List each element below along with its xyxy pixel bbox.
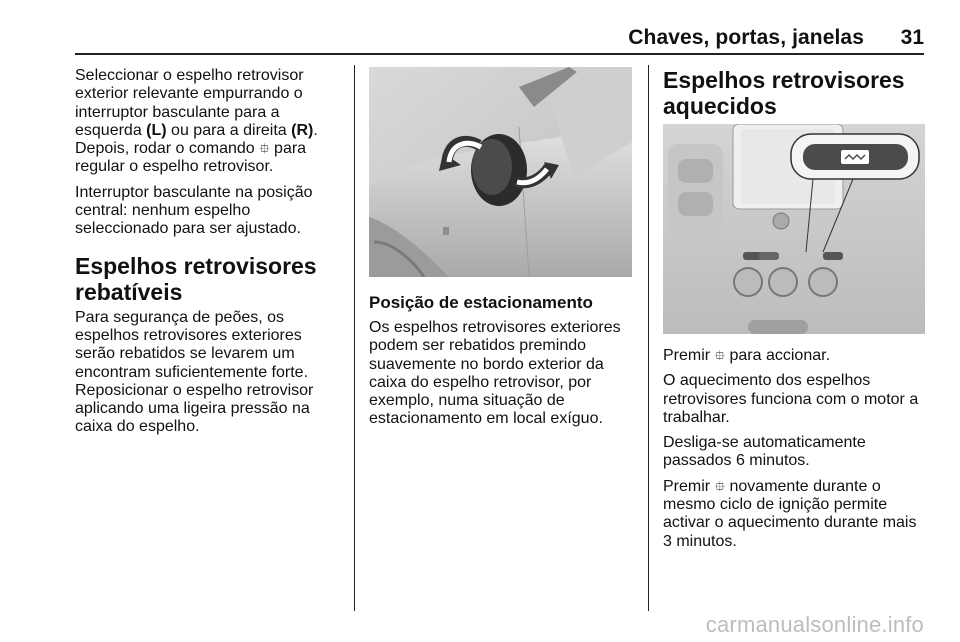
heated-press-paragraph: Premir ⯐ para accionar. [663,347,831,364]
mirror-adjust-icon: ⯐ [259,141,270,158]
heated-mirror-button-illustration [663,124,925,334]
heated-extend-paragraph: Premir ⯐ novamente durante o mesmo ciclo de ignição permite activar o aquecimento durante mais 3 minutos. [663,477,917,550]
watermark: carmanualsonline.info [705,612,924,637]
header-rule [75,53,924,55]
page-header-title: Chaves, portas, janelas [628,26,864,49]
heated-auto-off-paragraph: Desliga-se automaticamente passados 6 minutos. [663,434,866,470]
column-3-heading-block [663,67,928,123]
mirror-select-paragraph: Seleccionar o espelho retrovisor exterior relevante empurrando o interruptor basculante para a esquerda (L) ou para a direita (R). Depois, rodar o comando ⯐ para regular o espelho retrovisor. [75,67,318,176]
column-divider-2 [648,65,649,611]
column-2 [369,293,639,436]
heated-engine-paragraph: O aquecimento dos espelhos retrovisores funciona com o motor a trabalhar. [663,372,919,426]
heated-mirrors-heading: Espelhos retrovisores aquecidos [663,67,905,119]
column-3 [663,347,928,558]
heated-mirror-icon: ⯐ [714,478,726,495]
folding-mirrors-paragraph: Para segurança de peões, os espelhos retrovisores exteriores serão rebatidos se levarem um encontram suficientemente forte. Reposicionar o espelho retrovisor aplicando uma ligeira pressão na caixa do espelho. [75,308,314,436]
parking-position-heading: Posição de estacionamento [369,293,593,312]
center-position-paragraph: Interruptor basculante na posição central: nenhum espelho seleccionado para ser ajustado. [75,183,313,238]
mirror-folding-illustration [369,67,632,277]
parking-position-paragraph: Os espelhos retrovisores exteriores podem ser rebatidos premindo suavemente no bordo exterior da caixa do espelho retrovisor, por exemplo, numa situação de estacionamento em local exíguo. [369,319,621,428]
column-1 [75,67,345,444]
folding-mirrors-heading: Espelhos retrovisores rebatíveis [75,252,317,305]
heated-mirror-icon: ⯐ [714,348,726,364]
page-number: 31 [900,26,924,49]
column-divider-1 [354,65,355,611]
